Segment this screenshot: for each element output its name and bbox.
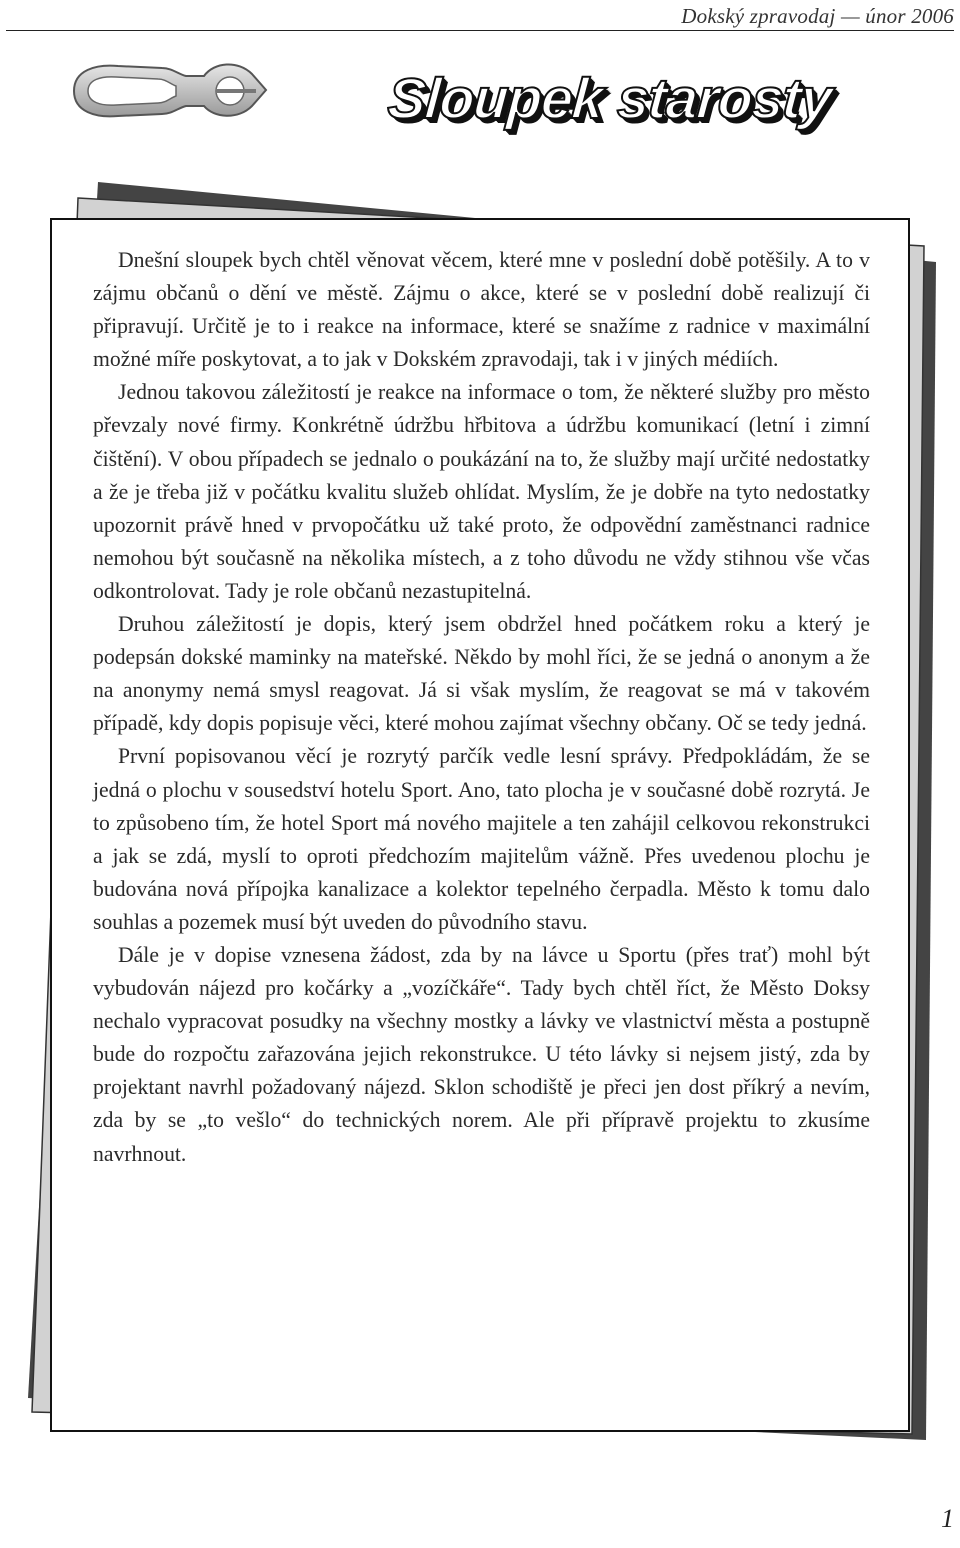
column-title: Sloupek starosty bbox=[385, 67, 834, 131]
article-body bbox=[93, 244, 870, 1171]
article-paragraph: Druhou záležitostí je dopis, který jsem obdržel hned počátkem roku a který je podepsán dokské maminky na mateřské. Někdo by mohl říci, že se jedná o anonym a že na anonymy nemá smysl reagovat. Já si však myslím, že reagovat se má v takovém případě, kdy dopis popisuje věci, které mohou zajímat všechny občany. Oč se tedy jedná. bbox=[93, 612, 870, 736]
newsletter-header-title: Dokský zpravodaj — únor 2006 bbox=[681, 4, 954, 28]
article-paragraph: Jednou takovou záležitostí je reakce na informace o tom, že některé služby pro město převzaly nové firmy. Konkrétně údržbu hřbitova a údržbu komunikací (letní i zimní čištění). V obou případech se jednalo o poukázání na to, že služby mají určité nedostatky a že je třeba již v počátku kvalitu služeb ohlídat. Myslím, že je dobře na tyto nedostatky upozornit právě hned v prvopočátku už také proto, že odpovědní zaměstnanci radnice nemohou být současně na několika místech, a z toho důvodu ne vždy stihnou vše včas odkontrolovat. Tady je role občanů nezastupitelná. bbox=[93, 380, 870, 603]
article-paragraph: První popisovanou věcí je rozrytý parčík vedle lesní správy. Předpokládám, že se jedná o plochu v sousedství hotelu Sport. Ano, tato plocha je v současné době rozrytá. Je to způsobeno tím, že hotel Sport má nového majitele a ten zahájil celkovou rekonstrukci a jak se zdá, myslí to oproti předchozím majitelům vážně. Přes uvedenou plochu je budována nová přípojka kanalizace a kolektor tepelného čerpadla. Město k tomu dalo souhlas a pozemek musí být uveden do původního stavu. bbox=[93, 744, 870, 934]
article-paragraph: Dále je v dopise vznesena žádost, zda by na lávce u Sportu (přes trať) mohl být vybudován nájezd pro kočárky a „vozíčkáře“. Tady bych chtěl říct, že Město Doksy nechalo vypracovat posudky na všechny mostky a lávky ve vlastnictví města a postupně bude do rozpočtu zařazována jejich rekonstrukce. U této lávky si nejsem jistý, zda by projektant navrhl požadovaný nájezd. Sklon schodiště je přeci jen dost příkrý a nevím, zda by se „to vešlo“ do technických norem. Ale při přípravě projektu to zkusíme navrhnout. bbox=[93, 942, 870, 1166]
page-number: 1 bbox=[941, 1504, 954, 1533]
article-paragraph: Dnešní sloupek bych chtěl věnovat věcem, které mne v poslední době potěšily. A to v zájmu občanů o dění ve městě. Zájmu o akce, které se v poslední době realizují či připravují. Určitě je to i reakce na informace, které se snažíme z radnice v maximální možné míře poskytovat, a to jak v Dokském zpravodaji, tak i v jiných médiích. bbox=[93, 248, 870, 372]
